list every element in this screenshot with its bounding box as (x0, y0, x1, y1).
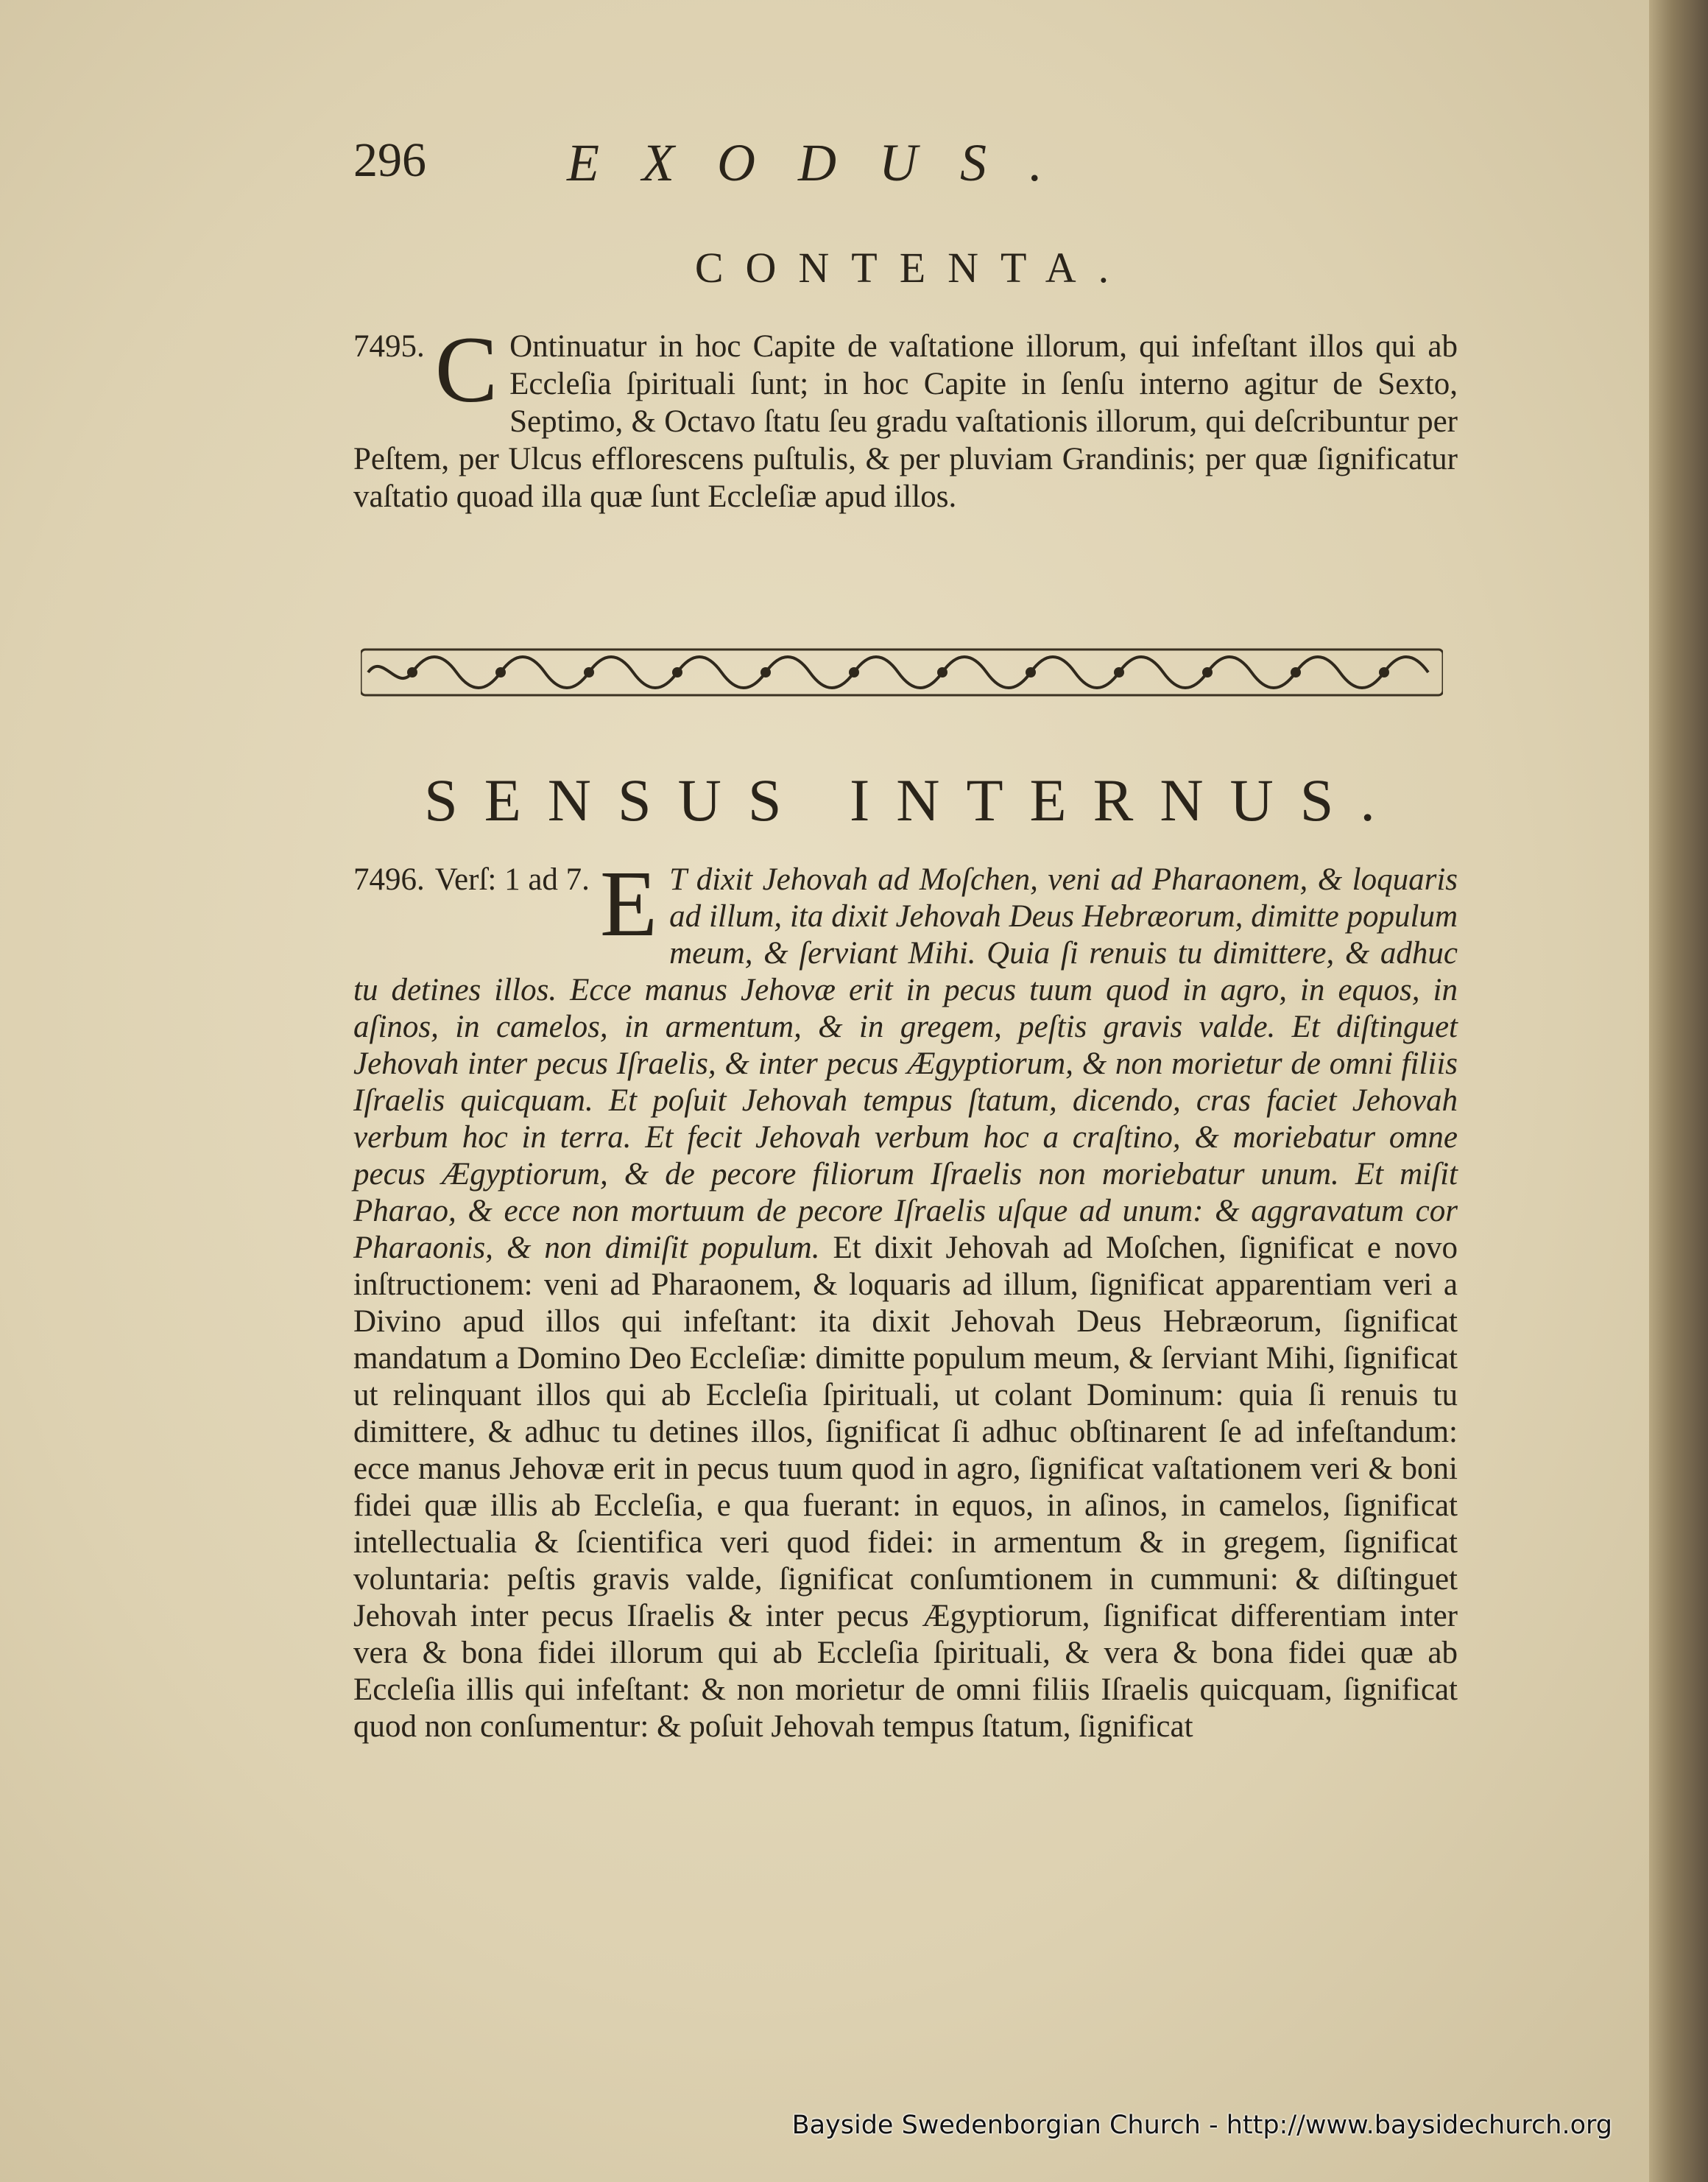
page-number: 296 (353, 133, 426, 187)
sensus-heading: SENSUS INTERNUS. (424, 767, 1402, 834)
page-header (353, 133, 1472, 199)
paragraph-text: Ontinuatur in hoc Capite de vaſtatione illorum, qui infeſtant illos qui ab Eccleſia ſpirituali ſunt; in hoc Capite in ſenſu interno agitur de Sexto, Septimo, & Octavo ſtatu ſeu gradu vaſtationis illorum, qui deſcribuntur per Peſtem, per Ulcus efflorescens puſtulis, & per pluviam Grandinis; per quæ ſignificatur vaſtatio quoad illa quæ ſunt Eccleſiæ apud illos. (353, 329, 1458, 514)
footer-credit: Bayside Swedenborgian Church - http://www.baysidechurch.org (791, 2111, 1612, 2140)
paragraph-number: 7495. (353, 329, 425, 364)
ornament-divider (361, 648, 1443, 697)
scripture-text: T dixit Jehovah ad Moſchen, veni ad Pharaonem, & loquaris ad illum, ita dixit Jehovah Deus Hebræorum, dimitte populum meum, & ſerviant Mihi. Quia ſi renuis tu dimittere, & adhuc tu detines illos. Ecce manus Jehovæ erit in pecus tuum quod in agro, in equos, in aſinos, in camelos, in armentum, & in gregem, peſtis gravis valde. Et diſtinguet Jehovah inter pecus Iſraelis, & inter pecus Ægyptiorum, & non morietur de omni filiis Iſraelis quicquam. Et poſuit Jehovah tempus ſtatum, dicendo, cras faciet Jehovah verbum hoc in terra. Et fecit Jehovah verbum hoc a craſtino, & moriebatur omne pecus Ægyptiorum, & de pecore filiorum Iſraelis non moriebatur unum. Et miſit Pharao, & ecce non mortuum de pecore Iſraelis uſque ad unum: & aggravatum cor Pharaonis, & non dimiſit populum. (353, 862, 1458, 1265)
drop-cap: E (599, 851, 658, 956)
exposition-text: Et dixit Jehovah ad Moſchen, ſignificat e novo inſtructionem: veni ad Pharaonem, & loquaris ad illum, ſignificat apparentiam veri a Divino apud illos qui infeſtant: ita dixit Jehovah Deus Hebræorum, ſignificat mandatum a Domino Deo Eccleſiæ: dimitte populum meum, & ſerviant Mihi, ſignificat ut relinquant illos qui ab Eccleſia ſpirituali, ut colant Dominum: quia ſi renuis tu dimittere, & adhuc tu detines illos, ſignificat ſi adhuc obſtinarent ſe ad infeſtandum: ecce manus Jehovæ erit in pecus tuum quod in agro, ſignificat vaſtationem veri & boni fidei quæ illis ab Eccleſia, e qua fuerant: in equos, in aſinos, in camelos, ſignificat intellectualia & ſcientifica veri quod fidei: in armentum & in gregem, ſignificat voluntaria: peſtis gravis valde, ſignificat conſumtionem in cummuni: & diſtinguet Jehovah inter pecus Iſraelis & inter pecus Ægyptiorum, ſignificat differentiam inter vera & bona fidei illorum qui ab Eccleſia ſpirituali, & vera & bona fidei quæ ab Eccleſia illis qui infeſtant: & non morietur de omni filiis Iſraelis quicquam, ſignificat quod non conſumentur: & poſuit Jehovah tempus ſtatum, ſignificat (353, 1231, 1458, 1744)
verse-reference: Verſ: 1 ad 7. (434, 862, 590, 897)
paragraph-7495 (353, 317, 1458, 515)
paragraph-7496 (353, 851, 1458, 1745)
book-spine-shadow (1649, 0, 1708, 2182)
paragraph-number: 7496. (353, 862, 425, 897)
contenta-heading: CONTENTA. (694, 244, 1132, 292)
drop-cap: C (434, 317, 498, 422)
running-title: EXODUS. (567, 133, 1085, 192)
